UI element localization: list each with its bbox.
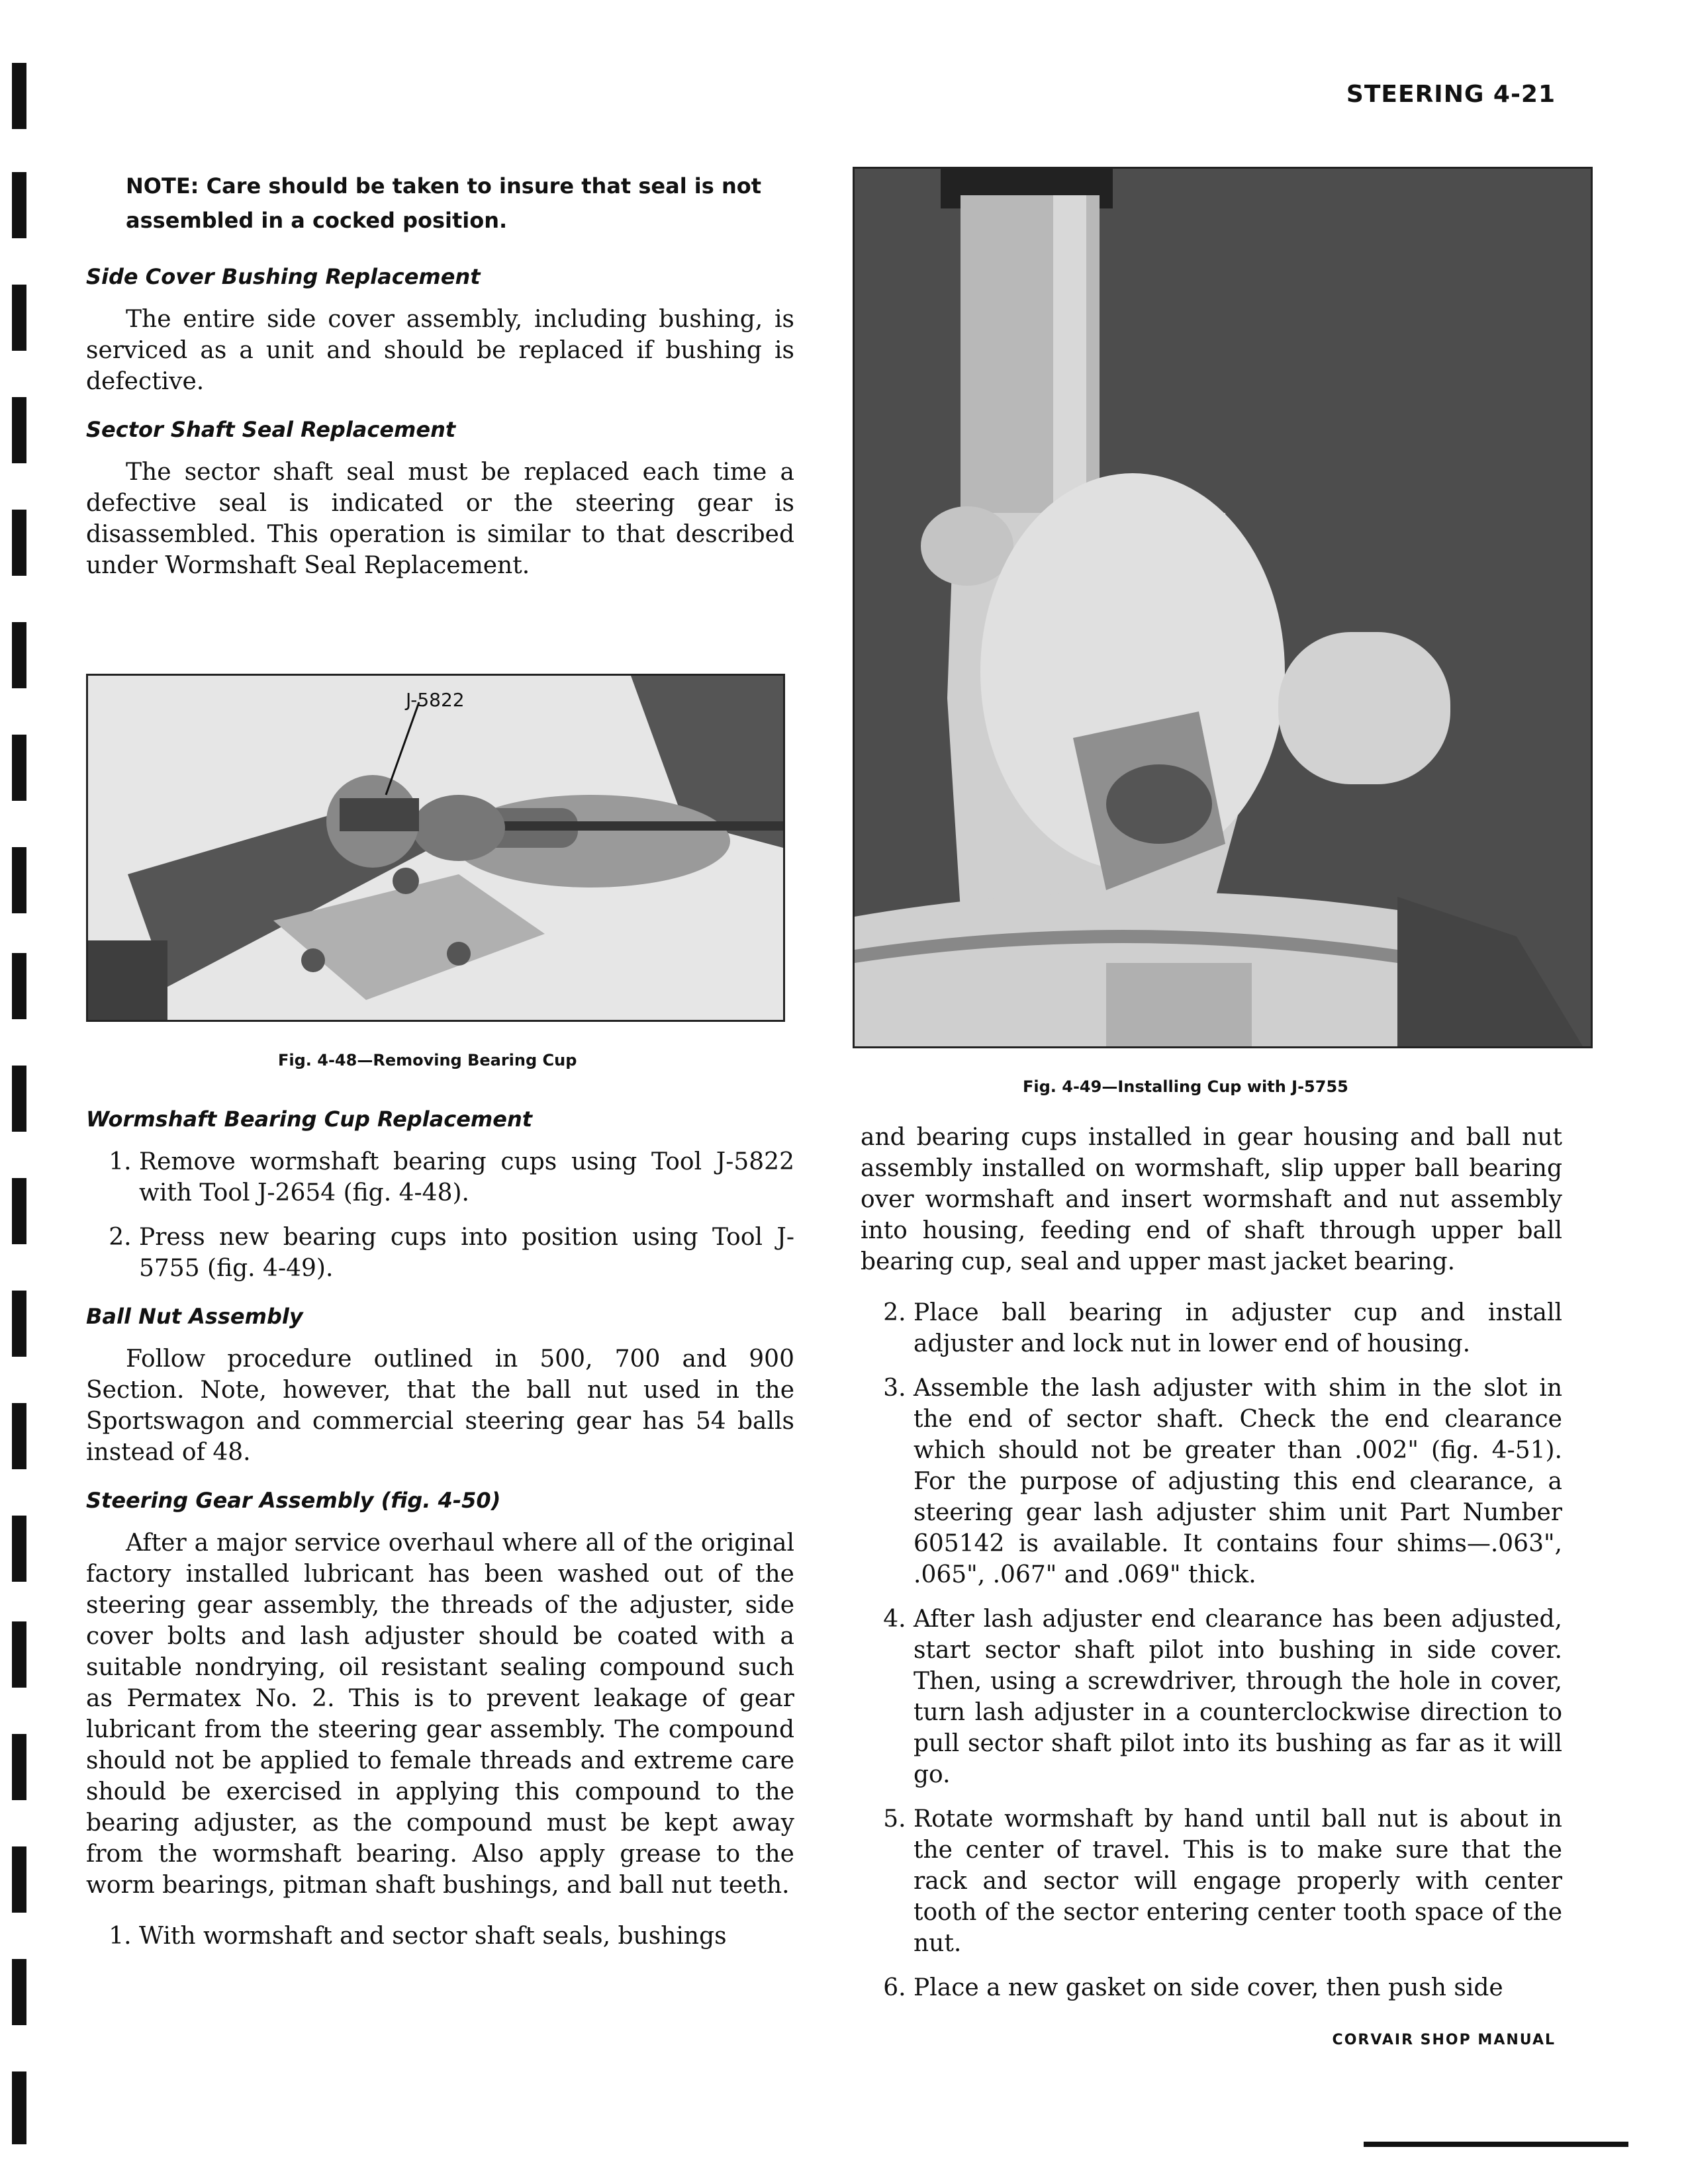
binding-mark [12,1516,26,1582]
binding-mark [12,1621,26,1688]
heading-sector-seal: Sector Shaft Seal Replacement [86,417,456,442]
callout-j5822: J-5822 [406,689,465,711]
removing-bearing-cup-illustration [88,676,783,1020]
binding-mark [12,1066,26,1132]
left-column-top [86,169,794,601]
list-item: 1. With wormshaft and sector shaft seals, bushings [139,1921,794,1952]
binding-mark [12,1846,26,1913]
binding-mark [12,847,26,913]
binding-mark [12,735,26,801]
binding-mark [12,63,26,129]
figure-4-48-caption: Fig. 4-48—Removing Bearing Cup [278,1051,577,1069]
binding-mark [12,1291,26,1357]
binding-mark [12,172,26,238]
binding-mark [12,1178,26,1244]
text-side-cover: The entire side cover assembly, including bushing, is serviced as a unit and should be replaced if bushing is defective. [86,306,794,395]
installing-cup-illustration [855,169,1591,1046]
binding-mark [12,1734,26,1800]
binding-mark [12,1403,26,1469]
left-column-bottom [86,1107,794,1972]
heading-ball-nut: Ball Nut Assembly [86,1304,303,1329]
figure-4-48-photo [86,674,785,1022]
binding-mark [12,285,26,351]
binding-mark [12,510,26,576]
figure-4-49-photo [853,167,1593,1048]
footer-rule [1364,2142,1628,2147]
list-item: 1. Remove wormshaft bearing cups using Tool J-5822 with Tool J-2654 (fig. 4-48). [139,1146,794,1208]
heading-wormshaft-cup: Wormshaft Bearing Cup Replacement [86,1107,533,1132]
wormshaft-cup-steps [86,1146,794,1284]
page-footer: CORVAIR SHOP MANUAL [1332,2032,1556,2048]
binding-mark [12,1959,26,2025]
text-ball-nut: Follow procedure outlined in 500, 700 and 900 Section. Note, however, that the ball nut used in the Sportswagon and commercial steering gear has 54 balls instead of 48. [86,1345,794,1466]
list-item: 3. Assemble the lash adjuster with shim in the slot in the end of sector shaft. Check the end clearance which should not be greater than .002" (fig. 4-51). For the purpose of adjusting this end clearance, a steering gear lash adjuster shim unit Part Number 605142 is available. It contains four shims—.063", .065", .067" and .069" thick. [914,1373,1562,1590]
binding-mark [12,397,26,463]
page-header: STEERING 4-21 [1346,81,1556,108]
text-sector-seal: The sector shaft seal must be replaced each time a defective seal is indicated or the steering gear is disassembled. This operation is similar to that described under Wormshaft Seal Replacement. [86,459,794,579]
right-column [861,1122,1562,2023]
binding-mark [12,2071,26,2144]
heading-gear-assembly: Steering Gear Assembly (fig. 4-50) [86,1488,501,1513]
note: NOTE: Care should be taken to insure that seal is not assembled in a cocked position. [126,173,762,233]
list-item: 2. Press new bearing cups into position using Tool J-5755 (fig. 4-49). [139,1222,794,1284]
gear-assembly-steps [86,1921,794,1952]
list-item: 2. Place ball bearing in adjuster cup and install adjuster and lock nut in lower end of housing. [914,1297,1562,1359]
text-gear-assembly: After a major service overhaul where all of the original factory installed lubricant has been washed out of the steering gear assembly, the threads of the adjuster, side cover bolts and lash adjuster should be coated with a suitable nondrying, oil resistant sealing compound such as Permatex No. 2. This is to prevent leakage of gear lubricant from the steering gear assembly. The compound should not be applied to female threads and extreme care should be exercised in applying this compound to the bearing adjuster, as the compound must be kept away from the wormshaft bearing. Also apply grease to the worm bearings, pitman shaft bushings, and ball nut teeth. [86,1529,794,1899]
text-continuation: and bearing cups installed in gear housing and ball nut assembly installed on wormshaft, slip upper ball bearing over wormshaft and insert wormshaft and nut assembly into housing, feeding end of shaft through upper ball bearing cup, seal and upper mast jacket bearing. [861,1124,1562,1275]
gear-assembly-steps-continued [861,1297,1562,2003]
heading-side-cover: Side Cover Bushing Replacement [86,264,481,289]
binding-mark [12,622,26,688]
list-item: 5. Rotate wormshaft by hand until ball nut is about in the center of travel. This is to make sure that the rack and sector will engage properly with center tooth of the sector entering center tooth space of the nut. [914,1803,1562,1959]
binding-mark [12,953,26,1019]
list-item: 6. Place a new gasket on side cover, then push side [914,1972,1562,2003]
list-item: 4. After lash adjuster end clearance has been adjusted, start sector shaft pilot into bushing in side cover. Then, using a screwdriver, through the hole in cover, turn lash adjuster in a counterclockwise direction to pull sector shaft pilot into its bushing as far as it will go. [914,1604,1562,1790]
figure-4-49-caption: Fig. 4-49—Installing Cup with J-5755 [1023,1077,1348,1096]
